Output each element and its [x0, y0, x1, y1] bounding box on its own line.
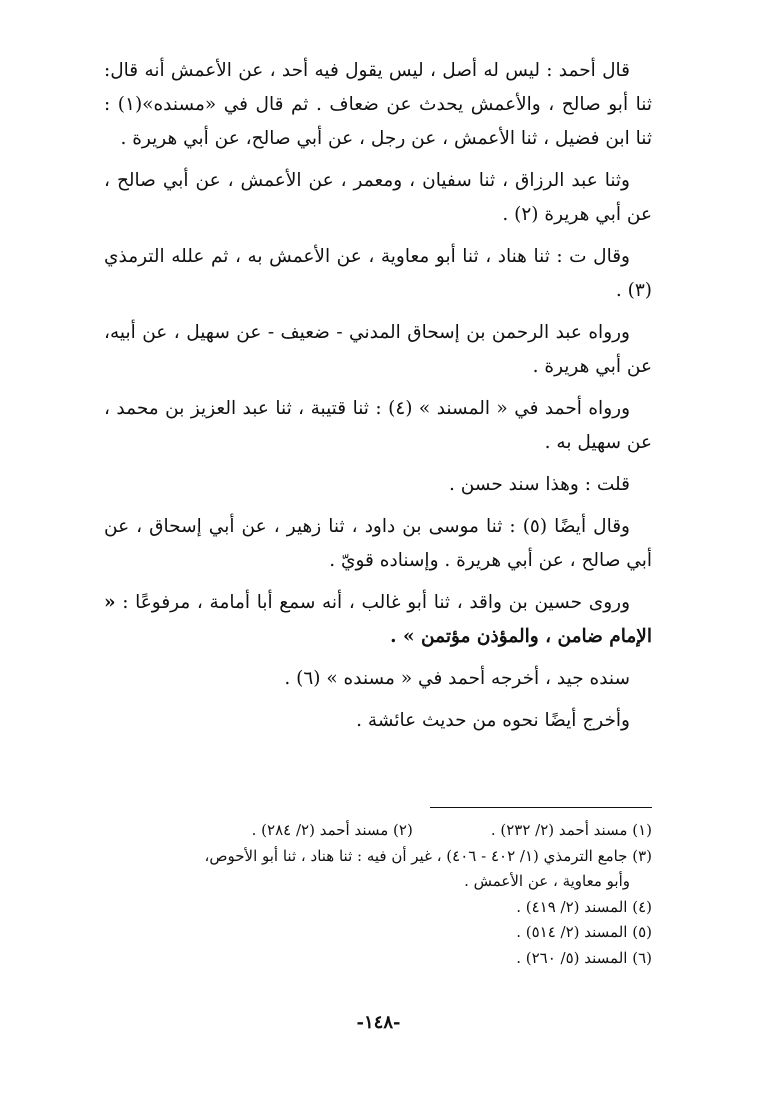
- footnote-5: (٥) المسند (٢/ ٥١٤) .: [516, 923, 652, 941]
- paragraph-6: قلت : وهذا سند حسن .: [448, 474, 630, 495]
- footnote-6: (٦) المسند (٥/ ٢٦٠) .: [516, 948, 652, 967]
- footnote-3-continued: وأبو معاوية ، عن الأعمش .: [464, 872, 630, 890]
- footnote-divider: [430, 807, 652, 808]
- page-number: -١٤٨-: [356, 1012, 401, 1033]
- paragraph-3: وقال ت : ثنا هناد ، ثنا أبو معاوية ، عن الأعمش به ، ثم علله الترمذي (٣) .: [104, 246, 652, 301]
- paragraph-9: سنده جيد ، أخرجه أحمد في « مسنده » (٦) .: [284, 668, 630, 689]
- footnote-1: (١) مسند أحمد (٢/ ٢٣٢) .: [490, 821, 652, 839]
- footnote-3: (٣) جامع الترمذي (١/ ٤٠٢ - ٤٠٦) ، غير أن فيه : ثنا هناد ، ثنا أبو الأحوص،: [204, 846, 652, 865]
- paragraph-8-text: وروى حسين بن واقد ، ثنا أبو غالب ، أنه سمع أبا أمامة ، مرفوعًا :: [122, 592, 630, 613]
- main-text: [104, 54, 652, 746]
- paragraph-1: قال أحمد : ليس له أصل ، ليس يقول فيه أحد ، عن الأعمش أنه قال: ثنا أبو صالح ، والأعمش يحدث عن ضعاف . ثم قال في «مسنده»(١) : ثنا ابن فضيل ، ثنا الأعمش ، عن رجل ، عن أبي صالح، عن أبي هريرة .: [104, 60, 652, 149]
- hadith-quote: « الإمام ضامن ، والمؤذن مؤتمن » .: [104, 592, 652, 647]
- footnote-row-1-2: [104, 818, 652, 844]
- paragraph-5: ورواه أحمد في « المسند » (٤) : ثنا قتيبة ، ثنا عبد العزيز بن محمد ، عن سهيل به .: [104, 398, 652, 453]
- paragraph-4: ورواه عبد الرحمن بن إسحاق المدني - ضعيف - عن سهيل ، عن أبيه، عن أبي هريرة .: [104, 322, 652, 377]
- footnote-2: (٢) مسند أحمد (٢/ ٢٨٤) .: [251, 821, 413, 839]
- paragraph-2: وثنا عبد الرزاق ، ثنا سفيان ، ومعمر ، عن الأعمش ، عن أبي صالح ، عن أبي هريرة (٢) .: [104, 170, 652, 225]
- footnotes: [104, 818, 652, 971]
- footnote-4: (٤) المسند (٢/ ٤١٩) .: [516, 897, 652, 916]
- paragraph-8: [104, 586, 652, 654]
- paragraph-10: وأخرج أيضًا نحوه من حديث عائشة .: [356, 710, 630, 731]
- footnote-gap: [413, 818, 491, 844]
- paragraph-7: وقال أيضًا (٥) : ثنا موسى بن داود ، ثنا زهير ، عن أبي إسحاق ، عن أبي صالح ، عن أبي هريرة . وإسناده قويّ .: [104, 516, 652, 571]
